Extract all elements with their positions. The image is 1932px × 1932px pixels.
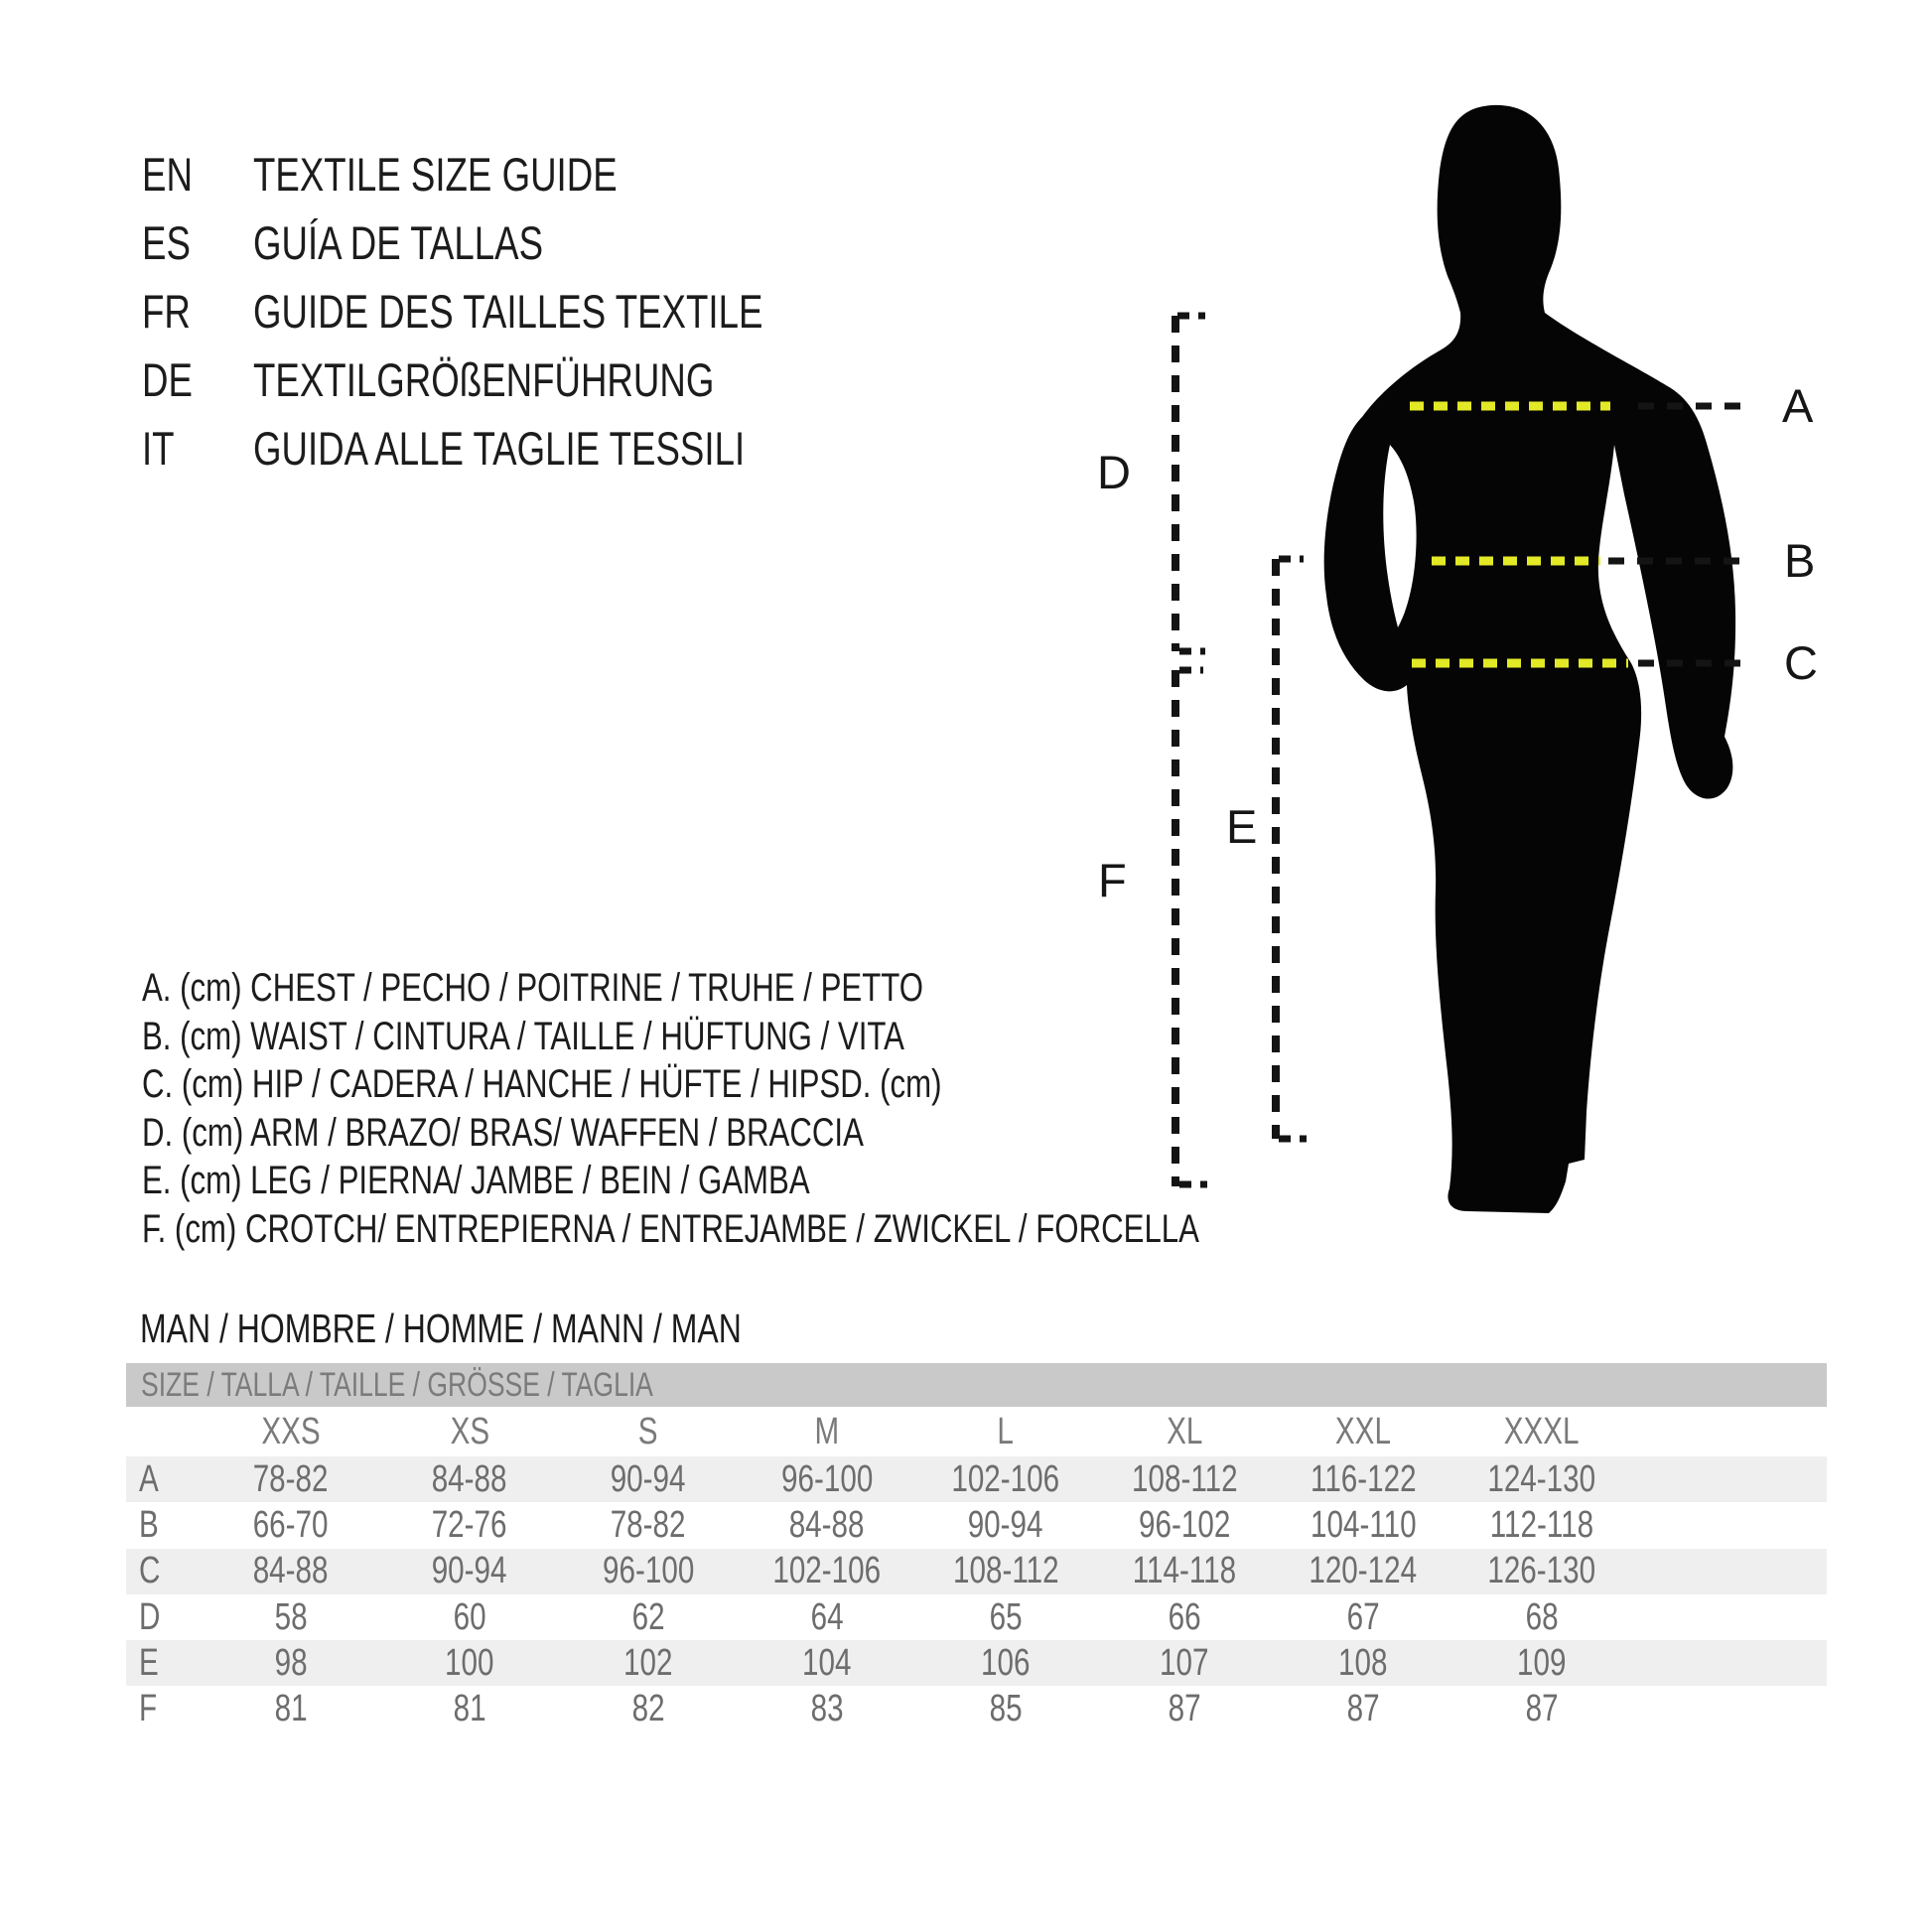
size-value-a-xxxl — [1452, 1458, 1631, 1501]
legend-line-e — [142, 1157, 1497, 1205]
size-value-d-m — [738, 1596, 916, 1639]
legend-line-d — [142, 1109, 1497, 1158]
size-col-s-text: S — [638, 1410, 658, 1452]
size-table — [126, 1363, 1827, 1732]
size-value-e-xxl-text: 108 — [1338, 1641, 1388, 1684]
legend-line-f-text: F. (cm) CROTCH/ ENTREPIERNA / ENTREJAMBE / ZWICKEL / FORCELLA — [142, 1206, 1199, 1251]
size-value-b-xxl — [1274, 1504, 1452, 1547]
size-value-a-l-text: 102-106 — [951, 1457, 1060, 1500]
gender-heading — [140, 1305, 911, 1352]
size-value-c-xl — [1095, 1550, 1274, 1592]
size-value-b-xxs-text: 66-70 — [253, 1503, 329, 1546]
size-value-e-l — [916, 1642, 1095, 1685]
size-value-e-xl-text: 107 — [1160, 1641, 1209, 1684]
legend-line-f — [142, 1205, 1497, 1254]
size-value-e-xl — [1095, 1642, 1274, 1685]
size-value-b-xs — [380, 1504, 559, 1547]
size-value-b-xl — [1095, 1504, 1274, 1547]
size-value-c-xxs — [202, 1550, 380, 1592]
size-value-c-xxxl-text: 126-130 — [1487, 1550, 1596, 1592]
legend-line-d-text: D. (cm) ARM / BRAZO/ BRAS/ WAFFEN / BRACCIA — [142, 1110, 864, 1155]
size-value-d-xs — [380, 1596, 559, 1639]
size-value-f-xl — [1095, 1688, 1274, 1730]
size-row-label-d — [126, 1596, 202, 1639]
size-value-e-s-text: 102 — [623, 1641, 673, 1684]
size-value-f-xxxl-text: 87 — [1525, 1688, 1559, 1730]
gender-heading-text: MAN / HOMBRE / HOMME / MANN / MAN — [140, 1306, 742, 1351]
size-value-a-xs — [380, 1458, 559, 1501]
size-row-label-d-text: D — [139, 1595, 161, 1638]
size-value-d-xl — [1095, 1596, 1274, 1639]
size-col-xl — [1095, 1411, 1274, 1453]
size-value-b-m-text: 84-88 — [789, 1503, 865, 1546]
size-row-label-e-text: E — [139, 1641, 159, 1684]
size-value-d-xxxl-text: 68 — [1525, 1595, 1559, 1638]
legend-line-a-text: A. (cm) CHEST / PECHO / POITRINE / TRUHE / PETTO — [142, 966, 924, 1010]
legend-line-b-text: B. (cm) WAIST / CINTURA / TAILLE / HÜFTUNG / VITA — [142, 1014, 904, 1058]
language-code-it-text: IT — [142, 422, 175, 475]
chest-label: A — [1782, 379, 1814, 432]
size-row-b — [126, 1502, 1827, 1548]
size-value-c-xxl-text: 120-124 — [1309, 1550, 1418, 1592]
size-value-c-xs-text: 90-94 — [432, 1550, 507, 1592]
size-value-a-xxs-text: 78-82 — [253, 1457, 329, 1500]
size-value-e-xxs-text: 98 — [274, 1641, 308, 1684]
size-value-e-xs — [380, 1642, 559, 1685]
size-col-xxs-text: XXS — [261, 1410, 321, 1452]
size-value-a-xs-text: 84-88 — [432, 1457, 507, 1500]
size-col-xxxl-text: XXXL — [1504, 1410, 1580, 1452]
size-col-m-text: M — [814, 1410, 840, 1452]
size-value-a-xl — [1095, 1458, 1274, 1501]
size-row-label-f — [126, 1688, 202, 1730]
size-value-c-l-text: 108-112 — [952, 1550, 1059, 1592]
size-value-a-xxs — [202, 1458, 380, 1501]
language-code-es-text: ES — [142, 216, 191, 269]
size-value-e-m — [738, 1642, 916, 1685]
size-value-b-xxs — [202, 1504, 380, 1547]
size-table-column-headers — [126, 1407, 1827, 1456]
size-value-b-s — [559, 1504, 738, 1547]
size-value-d-m-text: 64 — [810, 1595, 844, 1638]
size-row-label-b-text: B — [139, 1503, 159, 1546]
size-value-a-xxxl-text: 124-130 — [1487, 1457, 1596, 1500]
size-value-a-m — [738, 1458, 916, 1501]
size-row-label-a — [126, 1458, 202, 1501]
size-col-xxl — [1274, 1411, 1452, 1453]
language-code-en-text: EN — [142, 148, 193, 201]
guide-title-en-text: TEXTILE SIZE GUIDE — [253, 148, 618, 201]
size-row-label-a-text: A — [139, 1457, 159, 1500]
size-value-b-l — [916, 1504, 1095, 1547]
size-value-c-s — [559, 1550, 738, 1592]
size-value-f-xl-text: 87 — [1168, 1688, 1201, 1730]
size-row-c — [126, 1549, 1827, 1594]
size-value-c-xxxl — [1452, 1550, 1631, 1592]
size-value-a-s-text: 90-94 — [611, 1457, 686, 1500]
size-table-title: SIZE / TALLA / TAILLE / GRÖSSE / TAGLIA — [141, 1366, 653, 1404]
size-col-m — [738, 1411, 916, 1453]
size-value-d-l-text: 65 — [989, 1595, 1023, 1638]
size-value-f-m — [738, 1688, 916, 1730]
size-table-header-row — [126, 1407, 1827, 1456]
size-value-d-xs-text: 60 — [453, 1595, 486, 1638]
size-value-f-xxxl — [1452, 1688, 1631, 1730]
size-col-l-text: L — [997, 1410, 1015, 1452]
size-value-a-xxl — [1274, 1458, 1452, 1501]
size-value-f-xxs — [202, 1688, 380, 1730]
size-value-b-xl-text: 96-102 — [1138, 1503, 1231, 1546]
size-row-f — [126, 1686, 1827, 1731]
leg-label: E — [1226, 800, 1258, 853]
guide-title-de-text: TEXTILGRÖßENFÜHRUNG — [253, 353, 715, 406]
size-value-c-m-text: 102-106 — [772, 1550, 882, 1592]
size-value-e-xs-text: 100 — [445, 1641, 494, 1684]
size-value-a-xl-text: 108-112 — [1131, 1457, 1238, 1500]
size-col-s — [559, 1411, 738, 1453]
size-value-f-s — [559, 1688, 738, 1730]
size-value-a-l — [916, 1458, 1095, 1501]
size-value-d-xxxl — [1452, 1596, 1631, 1639]
size-value-b-xxxl-text: 112-118 — [1489, 1503, 1594, 1546]
size-col-xxs — [202, 1411, 380, 1453]
size-col-xl-text: XL — [1166, 1410, 1203, 1452]
size-value-e-xxl — [1274, 1642, 1452, 1685]
size-value-d-xxl-text: 67 — [1346, 1595, 1380, 1638]
size-value-d-s-text: 62 — [631, 1595, 665, 1638]
arm-label: D — [1097, 446, 1131, 498]
language-code-fr-text: FR — [142, 285, 191, 338]
size-value-e-s — [559, 1642, 738, 1685]
guide-title-es-text: GUÍA DE TALLAS — [253, 216, 544, 269]
size-row-label-e — [126, 1642, 202, 1685]
size-value-a-m-text: 96-100 — [780, 1457, 874, 1500]
size-row-label-b — [126, 1504, 202, 1547]
size-value-f-xxl-text: 87 — [1346, 1688, 1380, 1730]
size-value-c-xxl — [1274, 1550, 1452, 1592]
size-value-d-xxs — [202, 1596, 380, 1639]
crotch-label: F — [1098, 854, 1127, 906]
size-value-f-l-text: 85 — [989, 1688, 1023, 1730]
size-value-f-m-text: 83 — [810, 1688, 844, 1730]
legend-line-a — [142, 964, 1497, 1013]
size-value-b-xs-text: 72-76 — [432, 1503, 507, 1546]
size-table-body — [126, 1456, 1827, 1732]
size-col-l — [916, 1411, 1095, 1453]
size-col-xxxl — [1452, 1411, 1631, 1453]
size-col-xs-text: XS — [450, 1410, 489, 1452]
size-value-f-xxs-text: 81 — [274, 1688, 308, 1730]
size-value-a-s — [559, 1458, 738, 1501]
size-value-a-xxl-text: 116-122 — [1310, 1457, 1417, 1500]
size-row-e — [126, 1640, 1827, 1686]
size-value-e-xxxl-text: 109 — [1517, 1641, 1567, 1684]
size-value-f-xxl — [1274, 1688, 1452, 1730]
size-value-d-l — [916, 1596, 1095, 1639]
size-value-f-xs-text: 81 — [453, 1688, 486, 1730]
size-value-e-xxxl — [1452, 1642, 1631, 1685]
measurement-legend — [142, 964, 1497, 1254]
size-row-d — [126, 1594, 1827, 1640]
legend-line-c — [142, 1060, 1497, 1109]
legend-line-c-text: C. (cm) HIP / CADERA / HANCHE / HÜFTE / HIPSD. (cm) — [142, 1062, 942, 1107]
size-value-b-xxl-text: 104-110 — [1310, 1503, 1417, 1546]
size-value-b-l-text: 90-94 — [968, 1503, 1043, 1546]
size-row-label-c — [126, 1550, 202, 1592]
legend-line-b — [142, 1013, 1497, 1061]
size-value-f-s-text: 82 — [631, 1688, 665, 1730]
size-value-c-m — [738, 1550, 916, 1592]
waist-label: B — [1784, 534, 1816, 587]
size-value-c-xl-text: 114-118 — [1132, 1550, 1237, 1592]
size-value-b-s-text: 78-82 — [611, 1503, 686, 1546]
size-value-f-xs — [380, 1688, 559, 1730]
size-value-f-l — [916, 1688, 1095, 1730]
size-value-c-xs — [380, 1550, 559, 1592]
size-value-d-xxs-text: 58 — [274, 1595, 308, 1638]
size-col-xs — [380, 1411, 559, 1453]
size-value-c-l — [916, 1550, 1095, 1592]
size-value-b-xxxl — [1452, 1504, 1631, 1547]
size-col-xxl-text: XXL — [1334, 1410, 1392, 1452]
size-value-b-m — [738, 1504, 916, 1547]
size-value-c-xxs-text: 84-88 — [253, 1550, 329, 1592]
size-value-d-xxl — [1274, 1596, 1452, 1639]
size-row-label-f-text: F — [139, 1688, 158, 1730]
size-value-e-l-text: 106 — [981, 1641, 1031, 1684]
hip-label: C — [1784, 636, 1818, 689]
size-value-c-s-text: 96-100 — [602, 1550, 695, 1592]
language-code-de-text: DE — [142, 353, 193, 406]
size-value-e-m-text: 104 — [802, 1641, 852, 1684]
guide-title-it-text: GUIDA ALLE TAGLIE TESSILI — [253, 422, 746, 475]
size-table-title-bar — [126, 1363, 1827, 1407]
size-value-e-xxs — [202, 1642, 380, 1685]
guide-title-fr-text: GUIDE DES TAILLES TEXTILE — [253, 285, 763, 338]
size-row-a — [126, 1456, 1827, 1502]
size-value-d-s — [559, 1596, 738, 1639]
size-row-label-c-text: C — [139, 1550, 161, 1592]
size-value-d-xl-text: 66 — [1168, 1595, 1201, 1638]
legend-line-e-text: E. (cm) LEG / PIERNA/ JAMBE / BEIN / GAMBA — [142, 1159, 810, 1203]
